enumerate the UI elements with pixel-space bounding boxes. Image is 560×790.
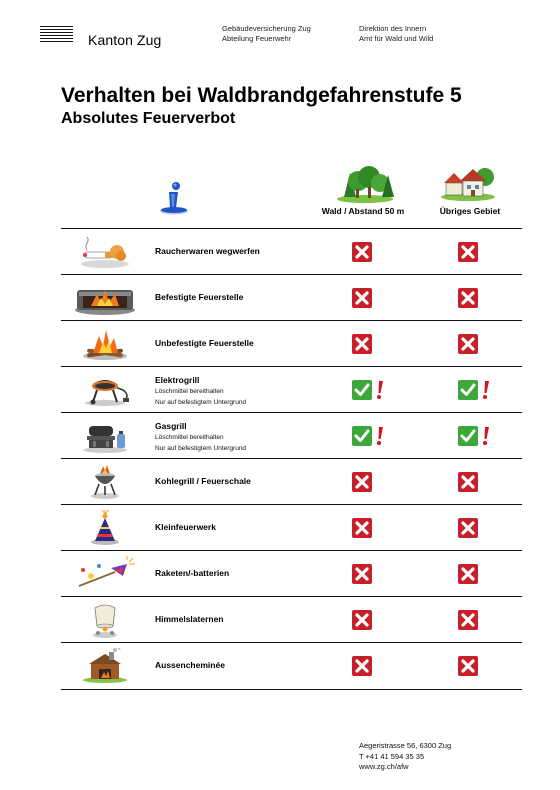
forbidden-icon <box>352 288 372 308</box>
forbidden-icon <box>352 472 372 492</box>
row-note: Löschmittel bereithalten <box>155 388 224 395</box>
gas-grill-icon <box>71 418 139 454</box>
row-note: Löschmittel bereithalten <box>155 434 224 441</box>
footer-phone: T +41 41 594 35 35 <box>359 751 425 761</box>
row-label: Gasgrill <box>155 421 187 431</box>
page-subtitle: Absolutes Feuerverbot <box>61 110 236 127</box>
row-label: Befestigte Feuerstelle <box>155 292 244 302</box>
table-row <box>61 274 522 321</box>
forbidden-icon <box>352 656 372 676</box>
caution-icon <box>480 426 490 446</box>
org-di <box>359 24 433 44</box>
org-di-line2: Amt für Wald und Wild <box>359 34 434 43</box>
row-label: Unbefestigte Feuerstelle <box>155 338 254 348</box>
table-row <box>61 320 522 367</box>
row-note: Nur auf befestigtem Untergrund <box>155 445 247 452</box>
electric-grill-icon <box>71 372 139 408</box>
forbidden-icon <box>458 518 478 538</box>
row-label: Elektrogrill <box>155 375 200 385</box>
table-row <box>61 366 522 413</box>
footer-contact <box>359 741 451 773</box>
forbidden-icon <box>458 242 478 262</box>
outdoor-fireplace-icon <box>71 648 139 684</box>
allowed-check-icon <box>458 426 478 446</box>
table-row <box>61 642 522 690</box>
table-row <box>61 504 522 551</box>
org-gvz <box>222 24 311 44</box>
row-note: Nur auf befestigtem Untergrund <box>155 399 247 406</box>
table-row <box>61 412 522 459</box>
table-row <box>61 228 522 275</box>
row-label: Kleinfeuerwerk <box>155 522 216 532</box>
fire-pit-icon <box>71 280 139 316</box>
forbidden-icon <box>352 518 372 538</box>
forbidden-icon <box>352 334 372 354</box>
forbidden-icon <box>458 288 478 308</box>
logo-text: Kanton Zug <box>88 32 162 48</box>
table-row <box>61 550 522 597</box>
charcoal-grill-icon <box>71 464 139 500</box>
allowed-check-icon <box>352 426 372 446</box>
column-header-wald: Wald / Abstand 50 m <box>321 206 405 216</box>
forbidden-icon <box>458 564 478 584</box>
forbidden-icon <box>458 472 478 492</box>
footer-address: Aegeristrasse 56, 6300 Zug <box>359 741 452 750</box>
org-di-line1: Direktion des Innern <box>359 24 427 33</box>
row-label: Kohlegrill / Feuerschale <box>155 476 251 486</box>
firework-cone-icon <box>71 510 139 546</box>
caution-icon <box>374 426 384 446</box>
page-title: Verhalten bei Waldbrandgefahrenstufe 5 <box>61 84 462 107</box>
table-row <box>61 458 522 505</box>
forbidden-icon <box>458 656 478 676</box>
column-header-uebrig: Übriges Gebiet <box>439 206 501 216</box>
forbidden-icon <box>458 610 478 630</box>
caution-icon <box>374 380 384 400</box>
forbidden-icon <box>352 564 372 584</box>
org-gvz-line2: Abteilung Feuerwehr <box>222 34 292 43</box>
sky-lantern-icon <box>71 602 139 638</box>
org-gvz-line1: Gebäudeversicherung Zug <box>222 24 311 33</box>
village-icon <box>440 165 496 201</box>
campfire-icon <box>71 326 139 362</box>
allowed-check-icon <box>352 380 372 400</box>
allowed-check-icon <box>458 380 478 400</box>
row-label: Himmelslaternen <box>155 614 224 624</box>
caution-icon <box>480 380 490 400</box>
kanton-zug-logo <box>40 25 175 51</box>
forbidden-icon <box>352 610 372 630</box>
table-row <box>61 596 522 643</box>
logo-lines-icon <box>40 25 73 44</box>
forbidden-icon <box>458 334 478 354</box>
row-label: Raucherwaren wegwerfen <box>155 246 260 256</box>
forest-icon <box>336 163 394 203</box>
row-label: Aussencheminée <box>155 660 225 670</box>
footer-web: www.zg.ch/afw <box>359 762 409 771</box>
forbidden-icon <box>352 242 372 262</box>
info-icon <box>156 180 192 216</box>
row-label: Raketen/-batterien <box>155 568 230 578</box>
cigarette-icon <box>71 234 139 270</box>
rocket-icon <box>71 556 139 592</box>
